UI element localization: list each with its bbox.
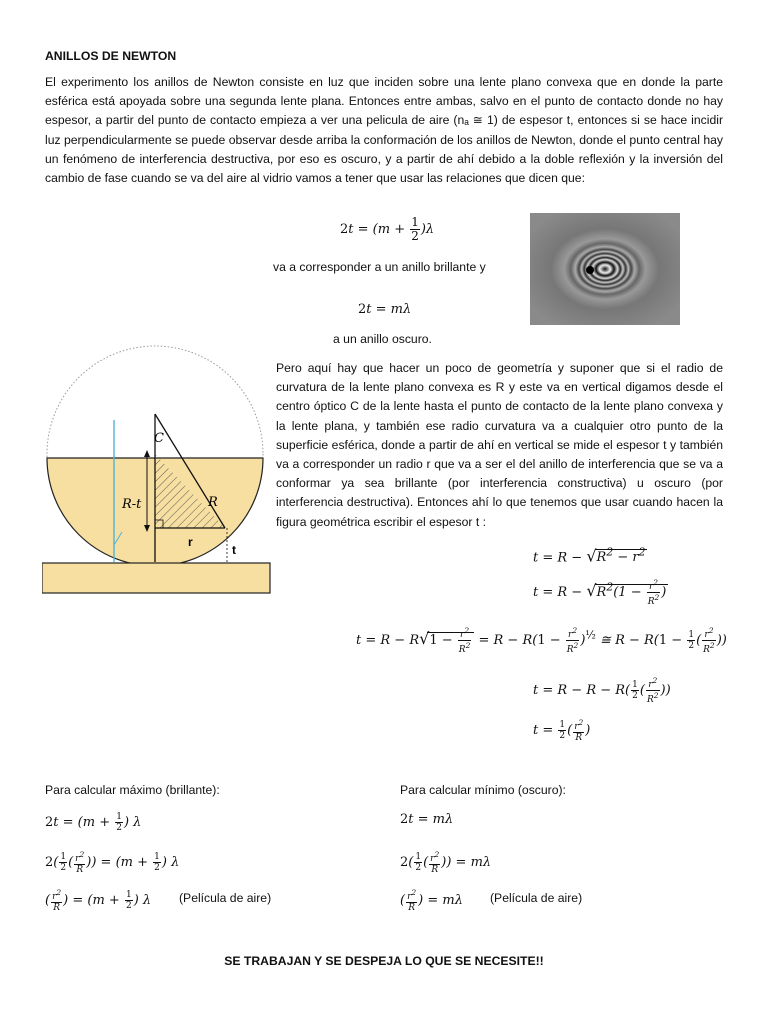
label-r-minus-t: R-t (122, 497, 142, 512)
lens-geometry-diagram (42, 340, 272, 600)
equation-t-5: t = $\frac{1}{2}$ ( $\frac{r^2}{R}$ ) (533, 718, 591, 743)
equation-t-4: t = R − R − R( $\frac{1}{2}$ ( $\frac{r^2}{R^2}$ )) (533, 676, 671, 705)
equation-t-3: t = R − R√1 − $\frac{r^2}{R^2}$ = R − R(1 − $\frac{r^2}{R^2}$ )$^{\frac{1}{2}}$ ≅ R − R(1 − $\frac{1}{2}$ ( $\frac{r^2}{R^2}$ )) (356, 626, 727, 655)
label-ring-radius: r (188, 535, 193, 549)
max-heading: Para calcular máximo (brillante): (45, 783, 220, 797)
bright-condition-text: va a corresponder a un anillo brillante y (273, 260, 486, 274)
min-equation-1: 2t = mλ (400, 812, 454, 827)
dark-condition-text: a un anillo oscuro. (333, 332, 432, 346)
min-heading: Para calcular mínimo (oscuro): (400, 783, 566, 797)
equation-t-2: $t = R - √R^2(1$ − $\frac{r^2}{R^2}$ ) (533, 578, 667, 607)
intro-paragraph: El experimento los anillos de Newton consiste en luz que inciden sobre una lente plano convexa que en donde la parte esférica está apoyada sobre una segunda lente plana. Entonces entre ambas, salvo en el punto de contacto donde no hay espesor, a partir del punto de contacto empieza a ver una pelicula de aire (nₐ ≅ 1) de espesor t, entonces si se hace incidir luz perpendicularmente se puede observar desde arriba la conformación de los anillos de Newton, donde el punto central hay un fenómeno de interferencia destructiva, por eso es oscuro, y a partir de ahí debido a la doble reflexión y la inversión del cambio de fase cuando se va del aire al vidrio vamos a tener que usar las relaciones que dicen que: (45, 75, 723, 186)
min-air-film-label: (Película de aire) (490, 891, 583, 905)
label-c: C (154, 431, 164, 446)
flat-glass-plate (42, 563, 270, 593)
label-radius: R (208, 495, 218, 510)
equation-t-1: $t = R - √R^2 - r^2$ (533, 546, 646, 566)
dark-condition-equation: 2t = mλ (358, 302, 412, 317)
max-air-film-label: (Película de aire) (179, 891, 272, 905)
max-equation-1: 2t = (m + $\frac{1}{2}$ ) λ (45, 812, 142, 833)
bright-condition-equation: 2t = (m + $\frac{1}{2}$ )λ (340, 215, 435, 243)
min-equation-2: 2( $\frac{1}{2}$ ( $\frac{r^2}{R}$ )) = mλ (400, 850, 492, 875)
geometry-paragraph: Pero aquí hay que hacer un poco de geometría y suponer que si el radio de curvatura de la lente plano convexa es R y este va en vertical digamos desde el centro óptico C de la lente hasta el punto de contacto de la lente plano convexa y la lente plana, y también ese radio curvatura va a cualquier otro punto de la superficie esférica, donde a partir de ahí en vertical se mide el espesor t y también va a corresponder un radio r que va a ser el del anillo de interferencia que se va a conformar ya sea brillante (por interferencia constructiva) u oscuro (por interferencia destructiva). Entonces ahí lo que tenemos que usar cuando hacen la figura geométrica escribir el espesor t : (276, 361, 723, 529)
newton-rings-image (530, 213, 680, 325)
max-equation-3: ( $\frac{r^2}{R}$ ) = (m + $\frac{1}{2}$ ) λ (45, 888, 152, 913)
label-thickness: t (232, 543, 236, 557)
page-title: ANILLOS DE NEWTON (45, 49, 177, 63)
footer-note: SE TRABAJAN Y SE DESPEJA LO QUE SE NECESITE!! (224, 954, 544, 968)
min-equation-3: ( $\frac{r^2}{R}$ ) = mλ (400, 888, 463, 913)
max-equation-2: 2( $\frac{1}{2}$ ( $\frac{r^2}{R}$ )) = (m + $\frac{1}{2}$ ) λ (45, 850, 180, 875)
